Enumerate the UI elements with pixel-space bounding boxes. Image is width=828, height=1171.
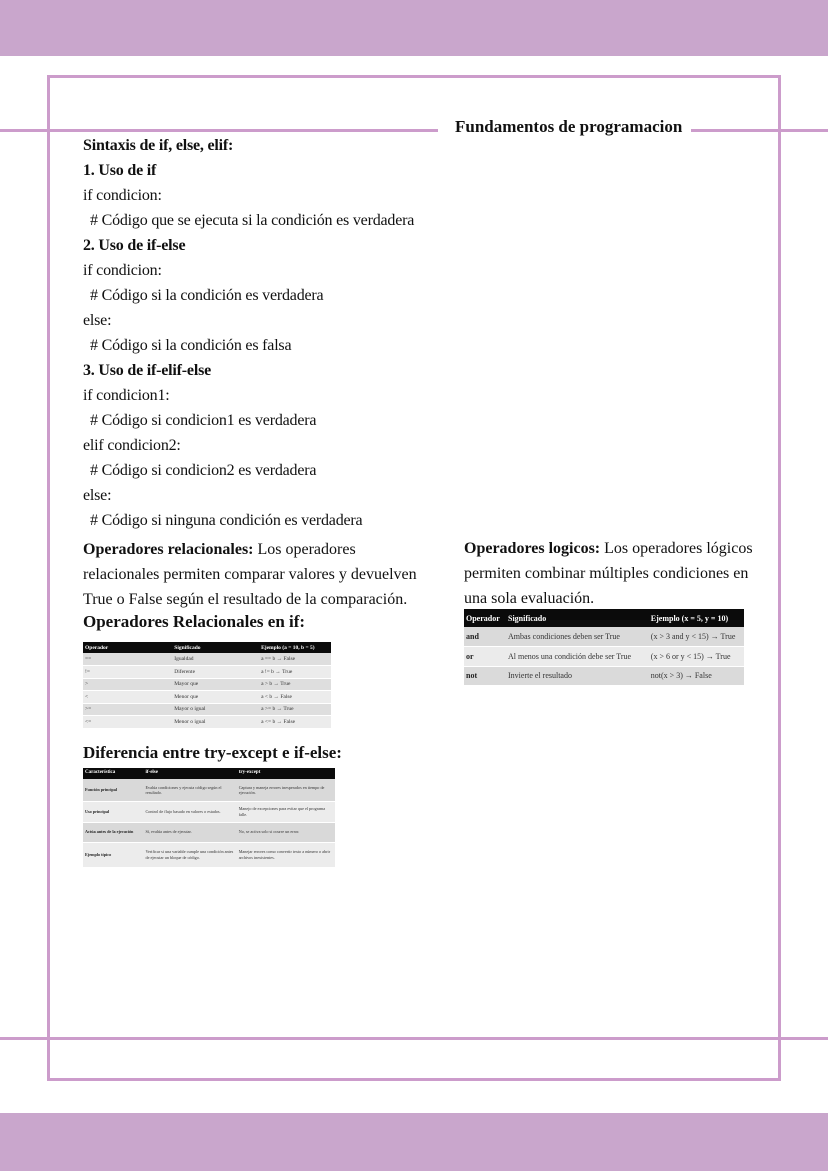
table-cell: Evalúa condiciones y ejecuta código según el resultado. bbox=[143, 779, 236, 801]
page-title: Fundamentos de programacion bbox=[455, 117, 683, 136]
table-cell: Mayor que bbox=[172, 678, 259, 691]
code-line: if condicion: bbox=[83, 262, 162, 279]
if-title: 1. Uso de if bbox=[83, 162, 157, 179]
table-cell: and bbox=[464, 627, 506, 647]
table-header-cell: Operador bbox=[83, 642, 172, 653]
table-header-cell: Significado bbox=[172, 642, 259, 653]
table-cell: Mayor o igual bbox=[172, 703, 259, 716]
code-line: else: bbox=[83, 487, 112, 504]
difference-table bbox=[83, 768, 335, 868]
table-header-row bbox=[83, 768, 335, 779]
header-rule-right bbox=[691, 129, 828, 132]
table-header-cell: Ejemplo (a = 10, b = 5) bbox=[259, 642, 331, 653]
table-cell: Verificar si una variable cumple una condición antes de ejecutar un bloque de código. bbox=[143, 842, 236, 867]
relational-table bbox=[83, 642, 331, 729]
table-cell: Ejemplo típico bbox=[83, 842, 143, 867]
table-cell: Uso principal bbox=[83, 801, 143, 822]
table-row bbox=[83, 691, 331, 704]
header-rule-left bbox=[0, 129, 438, 132]
table-cell: not bbox=[464, 666, 506, 686]
ifelif-title: 3. Uso de if-elif-else bbox=[83, 362, 212, 379]
table-cell: Invierte el resultado bbox=[506, 666, 649, 686]
bottom-band bbox=[0, 1113, 828, 1171]
table-cell: No, se activa solo si ocurre un error. bbox=[237, 822, 335, 842]
logical-paragraph bbox=[464, 536, 754, 611]
code-comment: # Código que se ejecuta si la condición es verdadera bbox=[90, 212, 415, 229]
logical-table bbox=[464, 609, 744, 686]
logical-label: Operadores logicos: bbox=[464, 540, 601, 557]
table-row bbox=[464, 627, 744, 647]
table-row bbox=[83, 779, 335, 801]
table-header-cell: Característica bbox=[83, 768, 143, 779]
table-cell: Menor o igual bbox=[172, 716, 259, 729]
table-header-row bbox=[464, 609, 744, 627]
table-row bbox=[83, 822, 335, 842]
table-cell: Manejo de excepciones para evitar que el programa falle. bbox=[237, 801, 335, 822]
code-comment: # Código si condicion1 es verdadera bbox=[90, 412, 317, 429]
table-cell: (x > 3 and y < 15) → True bbox=[649, 627, 744, 647]
relational-paragraph bbox=[83, 537, 433, 612]
table-cell: a > b → True bbox=[259, 678, 331, 691]
table-header-cell: try-except bbox=[237, 768, 335, 779]
table-row bbox=[83, 842, 335, 867]
table-cell: != bbox=[83, 666, 172, 679]
logical-text: Los operadores lógicos permiten combinar múltiples condiciones en una sola evaluación. bbox=[464, 540, 753, 607]
relational-text: Los operadores relacionales permiten comparar valores y devuelven True o False según el resultado de la comparación. bbox=[83, 541, 417, 608]
table-cell: or bbox=[464, 647, 506, 667]
table-cell: Sí, evalúa antes de ejecutar. bbox=[143, 822, 236, 842]
table-cell: == bbox=[83, 653, 172, 666]
relational-label: Operadores relacionales: bbox=[83, 541, 254, 558]
table-cell: a < b → False bbox=[259, 691, 331, 704]
table-header-cell: if-else bbox=[143, 768, 236, 779]
table-cell: Control de flujo basado en valores o estados. bbox=[143, 801, 236, 822]
code-line: elif condicion2: bbox=[83, 437, 181, 454]
table-row bbox=[464, 647, 744, 667]
footer-rule bbox=[0, 1037, 828, 1040]
table-cell: (x > 6 or y < 15) → True bbox=[649, 647, 744, 667]
code-line: if condicion: bbox=[83, 187, 162, 204]
table-cell: > bbox=[83, 678, 172, 691]
table-cell: >= bbox=[83, 703, 172, 716]
code-comment: # Código si la condición es verdadera bbox=[90, 287, 324, 304]
table-row bbox=[83, 716, 331, 729]
table-row bbox=[83, 666, 331, 679]
table-cell: a <= b → False bbox=[259, 716, 331, 729]
table-row bbox=[83, 678, 331, 691]
table-cell: Manejar errores como convertir texto a número o abrir archivos inexistentes. bbox=[237, 842, 335, 867]
table-row bbox=[83, 801, 335, 822]
table-cell: a == b → False bbox=[259, 653, 331, 666]
ifelse-title: 2. Uso de if-else bbox=[83, 237, 186, 254]
table-cell: Igualdad bbox=[172, 653, 259, 666]
table-cell: a >= b → True bbox=[259, 703, 331, 716]
code-line: else: bbox=[83, 312, 112, 329]
table-cell: Función principal bbox=[83, 779, 143, 801]
table-row bbox=[83, 703, 331, 716]
table-row bbox=[464, 666, 744, 686]
code-line: if condicion1: bbox=[83, 387, 170, 404]
difference-title: Diferencia entre try-except e if-else: bbox=[83, 743, 342, 762]
table-cell: Captura y maneja errores inesperados en tiempo de ejecución. bbox=[237, 779, 335, 801]
table-cell: not(x > 3) → False bbox=[649, 666, 744, 686]
table-cell: <= bbox=[83, 716, 172, 729]
table-cell: Ambas condiciones deben ser True bbox=[506, 627, 649, 647]
table-header-cell: Significado bbox=[506, 609, 649, 627]
table-cell: Al menos una condición debe ser True bbox=[506, 647, 649, 667]
code-comment: # Código si la condición es falsa bbox=[90, 337, 292, 354]
table-cell: < bbox=[83, 691, 172, 704]
table-cell: a != b → True bbox=[259, 666, 331, 679]
table-row bbox=[83, 653, 331, 666]
table-cell: Menor que bbox=[172, 691, 259, 704]
top-band bbox=[0, 0, 828, 56]
syntax-title: Sintaxis de if, else, elif: bbox=[83, 137, 234, 154]
table-cell: Diferente bbox=[172, 666, 259, 679]
table-header-row bbox=[83, 642, 331, 653]
table-header-cell: Ejemplo (x = 5, y = 10) bbox=[649, 609, 744, 627]
code-comment: # Código si condicion2 es verdadera bbox=[90, 462, 317, 479]
table-header-cell: Operador bbox=[464, 609, 506, 627]
code-comment: # Código si ninguna condición es verdadera bbox=[90, 512, 363, 529]
relational-table-title: Operadores Relacionales en if: bbox=[83, 612, 306, 631]
table-cell: Actúa antes de la ejecución bbox=[83, 822, 143, 842]
